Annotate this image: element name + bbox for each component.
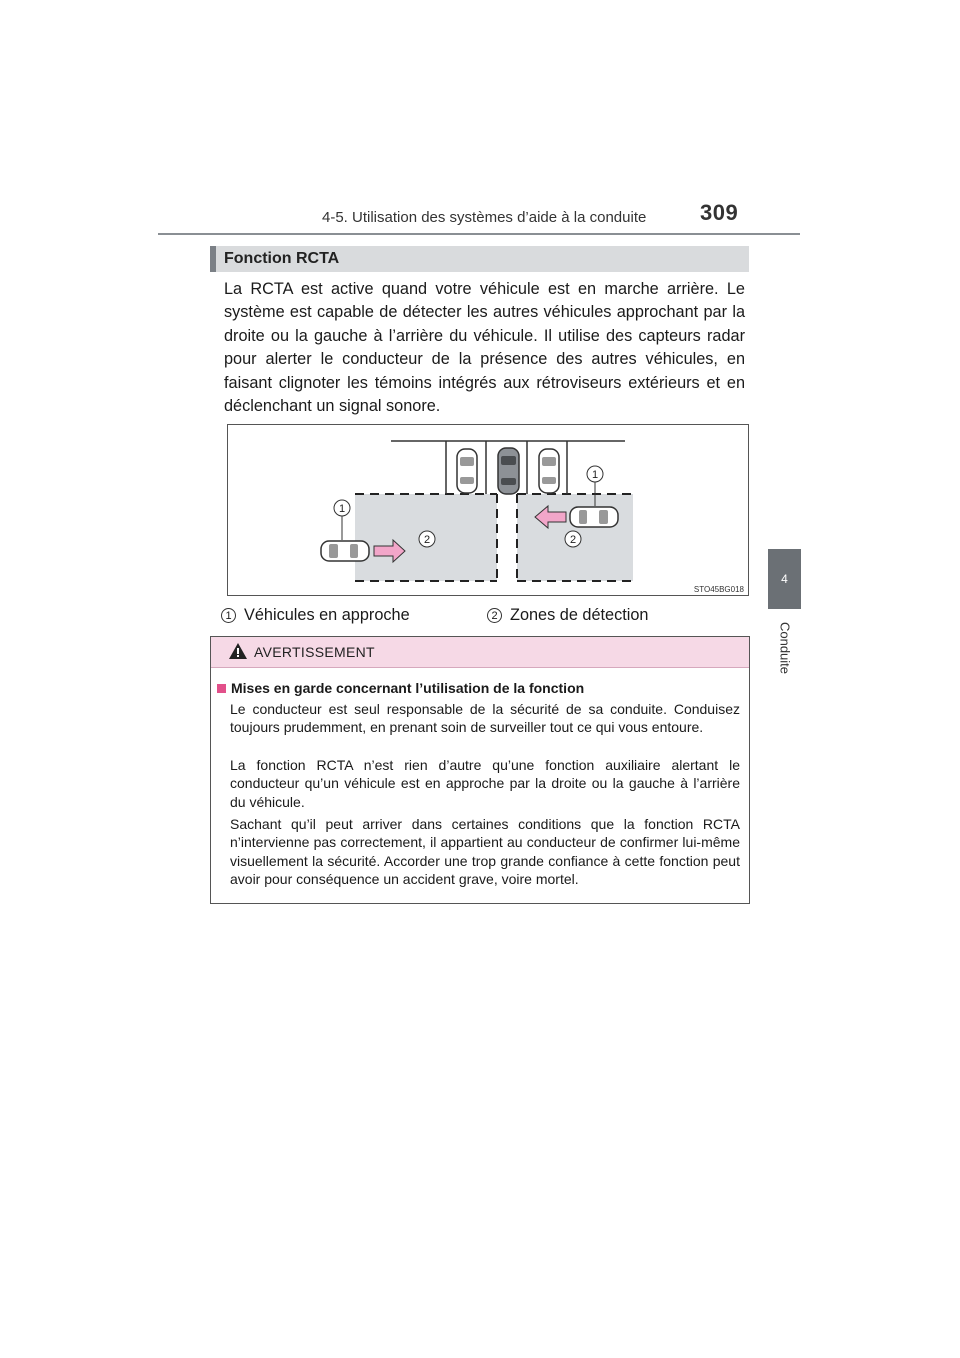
rcta-diagram-svg — [228, 425, 748, 595]
page-number: 309 — [700, 200, 739, 225]
warning-paragraph-3: Sachant qu’il peut arriver dans certaines conditions que la fonction RCTA n’intervienne pas correctement, il appartient au conducteur de confirmer lui-même visuellement la sécurité. Accorder une trop grande confiance à cette fonction peut avoir pour conséquence un accident grave, voire mortel. — [230, 816, 740, 887]
warning-paragraph-1: Le conducteur est seul responsable de la sécurité de sa conduite. Conduisez toujours prudemment, en prenant soin de surveiller tout ce qui vous entoure. — [230, 701, 740, 736]
callout-2-left-label: 2 — [423, 534, 431, 546]
warning-header — [211, 637, 749, 668]
callout-1-left-label: 1 — [338, 503, 346, 515]
legend-text-2: Zones de détection — [510, 606, 649, 624]
section-body: La RCTA est active quand votre véhicule est en marche arrière. Le système est capable de détecter les autres véhicules approchant par la droite ou la gauche à l’arrière du véhicule. Il utilise des capteurs radar pour alerter le conducteur de la présence des autres véhicules, en faisant clignoter les témoins intégrés aux rétroviseurs extérieurs et en déclenchant un signal sonore. — [224, 280, 745, 416]
figure-code: STO45BG018 — [693, 585, 744, 594]
callout-1-right — [587, 466, 603, 482]
approaching-car-right — [570, 507, 618, 527]
chapter-label-container — [768, 618, 801, 678]
legend-item-2 — [487, 606, 649, 625]
warning-heading: AVERTISSEMENT — [254, 644, 375, 660]
bullet-square-icon — [217, 684, 226, 693]
legend-text-1: Véhicules en approche — [244, 606, 410, 624]
parked-car-left — [457, 449, 477, 493]
warning-paragraph-2: La fonction RCTA n’est rien d’autre qu’une fonction auxiliaire alertant le conducteur qu’un véhicule est en approche par la droite ou la gauche à l’arrière du véhicule. — [230, 757, 740, 810]
warning-subheading-text: Mises en garde concernant l’utilisation de la fonction — [231, 680, 585, 696]
section-title-text: Fonction RCTA — [224, 250, 340, 267]
section-title-accent — [210, 246, 216, 272]
warning-subheading — [217, 680, 584, 696]
chapter-label: Conduite — [777, 621, 792, 675]
running-header-section: 4-5. Utilisation des systèmes d’aide à la conduite — [322, 209, 647, 226]
callout-1-right-label: 1 — [591, 469, 599, 481]
own-car — [498, 448, 519, 494]
legend-number-1: 1 — [221, 608, 236, 623]
parked-car-right — [539, 449, 559, 493]
approaching-car-left — [321, 541, 369, 561]
callout-2-left — [419, 531, 435, 547]
callout-2-right — [565, 531, 581, 547]
legend-item-1 — [221, 606, 410, 625]
section-title — [210, 246, 749, 272]
warning-triangle-icon — [228, 642, 248, 660]
warning-box — [210, 636, 750, 904]
chapter-number: 4 — [781, 572, 788, 586]
callout-1-left — [334, 500, 350, 516]
legend-number-2: 2 — [487, 608, 502, 623]
chapter-tab — [768, 549, 801, 609]
callout-2-right-label: 2 — [569, 534, 577, 546]
header-divider — [158, 233, 800, 235]
rcta-diagram — [227, 424, 749, 596]
